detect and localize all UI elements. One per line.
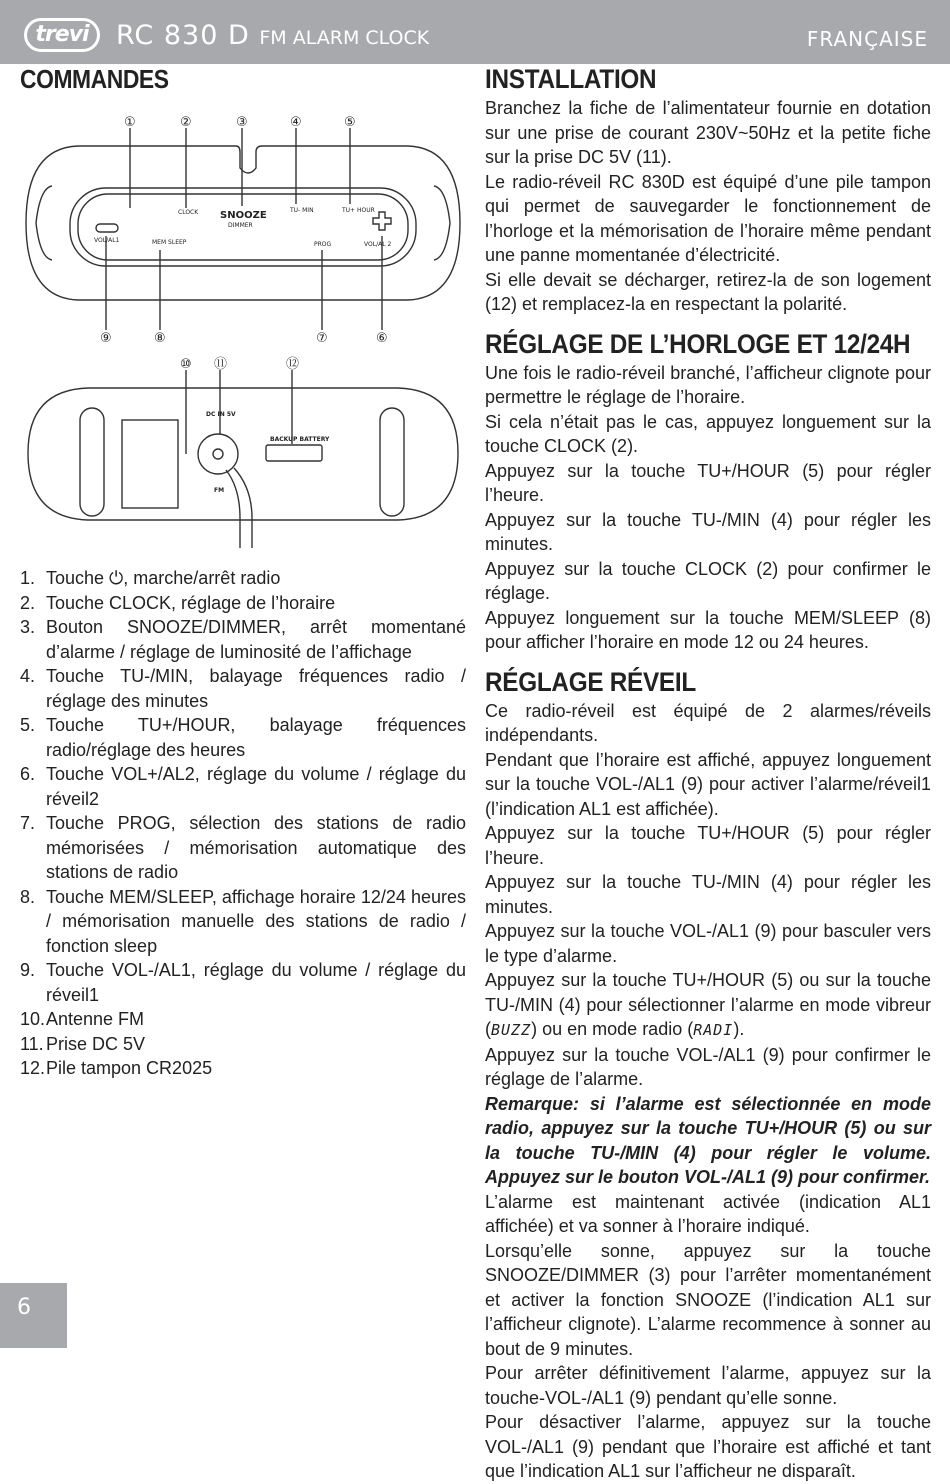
alarm-paragraph: Pour arrêter définitivement l’alarme, appuyez sur la touche-VOL-/AL1 (9) pendant qu’elle sonne. (485, 1363, 931, 1408)
clock-heading: RÉGLAGE DE L’HORLOGE ET 12/24H (485, 328, 911, 359)
marker-5: ⑤ (344, 115, 356, 130)
segment-radio: RADI (693, 1021, 734, 1039)
item-text: Touche TU-/MIN, balayage fréquences radio / réglage des minutes (46, 666, 466, 711)
brand-logo: trevi (24, 18, 100, 52)
model-name: RC 830 D (116, 20, 250, 51)
item-number: 1. (20, 568, 36, 588)
item-text: Bouton SNOOZE/DIMMER, arrêt momentané d’alarme / réglage de luminosité de l’affichage (46, 617, 466, 662)
vol-al2-button (373, 212, 391, 230)
label-backup: BACKUP BATTERY (270, 436, 330, 443)
alarm-note: Remarque: si l’alarme est sélectionnée en mode radio, appuyez sur la touche TU+/HOUR (5) ou sur la touche TU-/MIN (4) pour régler le volume. Appuyez sur le bouton VOL-/AL1 (9) pour confirmer. (485, 1093, 931, 1187)
label-mem-sleep: MEM SLEEP (152, 239, 187, 246)
alarm-heading: RÉGLAGE RÉVEIL (485, 666, 696, 697)
installation-paragraph: Si elle devait se décharger, retirez-la de son logement (12) et remplacez-la en respectant la polarité. (485, 269, 931, 314)
item-number: 2. (20, 592, 36, 613)
label-vol-al2: VOL/AL 2 (364, 241, 392, 248)
alarm-paragraph: Appuyez sur la touche VOL-/AL1 (9) pour confirmer le réglage de l’alarme. (485, 1044, 931, 1089)
fm-antenna (226, 470, 240, 548)
marker-12: ⑫ (286, 357, 300, 372)
item-text: Pile tampon CR2025 (46, 1058, 213, 1078)
item-number: 5. (20, 715, 36, 735)
label-fm: FM (214, 487, 225, 494)
item-text: Antenne FM (46, 1009, 145, 1029)
label-tu-min: TU- MIN (290, 207, 314, 214)
marker-8: ⑧ (154, 331, 166, 346)
back-right-slot (380, 408, 404, 516)
backup-battery (266, 445, 322, 461)
language-label: FRANÇAISE (806, 27, 928, 51)
clock-paragraph: Appuyez longuement sur la touche MEM/SLEEP (8) pour afficher l’horaire en mode 12 ou 24 heures. (485, 607, 931, 652)
label-vol-al1: VOL/AL1 (94, 237, 120, 244)
item-number: 9. (20, 960, 36, 980)
list-item (20, 713, 466, 762)
marker-2: ② (180, 115, 192, 130)
label-dimmer: DIMMER (228, 222, 253, 229)
clock-paragraph: Si cela n’était pas le cas, appuyez longuement sur la touche CLOCK (2). (485, 411, 931, 456)
item-text: Touche VOL+/AL2, réglage du volume / réglage du réveil2 (46, 764, 466, 809)
list-item (20, 811, 466, 885)
clock-paragraph: Appuyez sur la touche TU-/MIN (4) pour régler les minutes. (485, 509, 931, 554)
marker-4: ④ (290, 115, 302, 130)
alarm-paragraph: Pendant que l’horaire est affiché, appuyez longuement sur la touche VOL-/AL1 (9) pour activer l’alarme/réveil1 (l’indication AL1 est affichée). (485, 749, 931, 819)
list-item (20, 566, 466, 591)
list-item (20, 1032, 466, 1057)
item-number: 8. (20, 886, 36, 907)
list-item (20, 591, 466, 616)
list-item (20, 1007, 466, 1032)
commandes-heading: COMMANDES (20, 64, 169, 94)
back-left-slot (80, 408, 104, 516)
item-number: 12. (20, 1058, 46, 1078)
alarm-paragraph: Pour désactiver l’alarme, appuyez sur la touche VOL-/AL1 (9) pendant que l’horaire est affiché et tant que l’indication AL1 sur l’afficheur ne disparaît. (485, 1412, 931, 1481)
clock-paragraph: Appuyez sur la touche TU+/HOUR (5) pour régler l’heure. (485, 460, 931, 505)
mode-text-a: Appuyez sur la touche TU+/HOUR (5) ou sur la touche TU-/MIN (4) pour sélectionner l’alarme en mode vibreur ( (485, 970, 931, 1039)
label-dc-in: DC IN 5V (206, 411, 236, 418)
alarm-paragraph: Appuyez sur la touche VOL-/AL1 (9) pour basculer vers le type d’alarme. (485, 921, 931, 966)
item-text: Prise DC 5V (46, 1033, 146, 1054)
item-number: 7. (20, 813, 36, 833)
item-text: Touche TU+/HOUR, balayage fréquences radio/réglage des heures (46, 715, 466, 760)
marker-10: ⑩ (180, 357, 192, 372)
marker-1: ① (124, 115, 136, 130)
clock-paragraph: Appuyez sur la touche CLOCK (2) pour confirmer le réglage. (485, 558, 931, 603)
marker-7: ⑦ (316, 331, 328, 346)
item-text: Touche MEM/SLEEP, affichage horaire 12/24 heures / mémorisation manuelle des stations de radio / fonction sleep (46, 886, 466, 956)
model-title (116, 20, 429, 51)
item-text: Touche VOL-/AL1, réglage du volume / réglage du réveil1 (46, 960, 466, 1005)
vol-al1-button (96, 224, 118, 232)
installation-paragraph: Le radio-réveil RC 830D est équipé d’une pile tampon qui permet de sauvegarder le fonctionnement de l’horloge et la mémorisation de l’horaire même pendant une panne momentanée d’électricité. (485, 171, 931, 265)
right-column (485, 64, 931, 1484)
commands-list (20, 566, 466, 1081)
list-item (20, 762, 466, 811)
alarm-paragraph: Lorsqu’elle sonne, appuyez sur la touche SNOOZE/DIMMER (3) pour l’arrêter momentanément et activer la fonction SNOOZE (l’indication AL1 sur l’afficheur clignote). L’alarme recommence à sonner au bout de 9 minutes. (485, 1240, 931, 1359)
clock-paragraph: Une fois le radio-réveil branché, l’afficheur clignote pour permettre le réglage de l’horaire. (485, 362, 931, 407)
list-item (20, 1056, 466, 1081)
marker-11: ⑪ (214, 357, 228, 372)
item-number: 3. (20, 617, 36, 637)
item-text: Touche ⏻, marche/arrêt radio (46, 568, 281, 588)
item-number: 10. (20, 1009, 46, 1029)
marker-6: ⑥ (376, 331, 388, 346)
alarm-paragraph: Appuyez sur la touche TU+/HOUR (5) pour régler l’heure. (485, 823, 931, 868)
back-label-area (122, 420, 178, 508)
dc-in-jack (198, 434, 238, 474)
item-text: Touche CLOCK, réglage de l’horaire (46, 592, 336, 613)
item-number: 6. (20, 764, 36, 784)
list-item (20, 958, 466, 1007)
alarm-paragraph: L’alarme est maintenant activée (indication AL1 affichée) et va sonner à l’horaire indiqué. (485, 1191, 931, 1236)
marker-3: ③ (236, 115, 248, 130)
label-clock: CLOCK (178, 209, 199, 216)
item-number: 11. (20, 1033, 44, 1054)
header-band (0, 0, 950, 64)
label-tu-hour: TU+ HOUR (342, 207, 375, 214)
alarm-paragraph: Ce radio-réveil est équipé de 2 alarmes/réveils indépendants. (485, 700, 931, 745)
item-text: Touche PROG, sélection des stations de radio mémorisées / mémorisation automatique des stations de radio (46, 813, 466, 882)
label-snooze: SNOOZE (220, 210, 267, 221)
list-item (20, 885, 466, 959)
label-prog: PROG (314, 241, 332, 248)
installation-heading: INSTALLATION (485, 64, 657, 94)
item-number: 4. (20, 666, 36, 686)
alarm-paragraph-mode (485, 968, 931, 1043)
mode-text-c: ). (733, 1019, 745, 1039)
model-subtitle: FM ALARM CLOCK (259, 27, 430, 49)
installation-paragraph: Branchez la fiche de l’alimentateur fournie en dotation sur une prise de courant 230V~50Hz et la petite fiche sur la prise DC 5V (11). (485, 98, 931, 167)
mode-text-b: ) ou en mode radio ( (531, 1019, 694, 1039)
list-item (20, 615, 466, 664)
front-right-curve (434, 186, 450, 260)
marker-9: ⑨ (100, 331, 112, 346)
list-item (20, 664, 466, 713)
device-diagram (18, 108, 466, 558)
segment-buzz: BUZZ (491, 1021, 532, 1039)
page-number: 6 (0, 1283, 67, 1348)
front-left-curve (36, 186, 52, 260)
alarm-paragraph: Appuyez sur la touche TU-/MIN (4) pour régler les minutes. (485, 872, 931, 917)
